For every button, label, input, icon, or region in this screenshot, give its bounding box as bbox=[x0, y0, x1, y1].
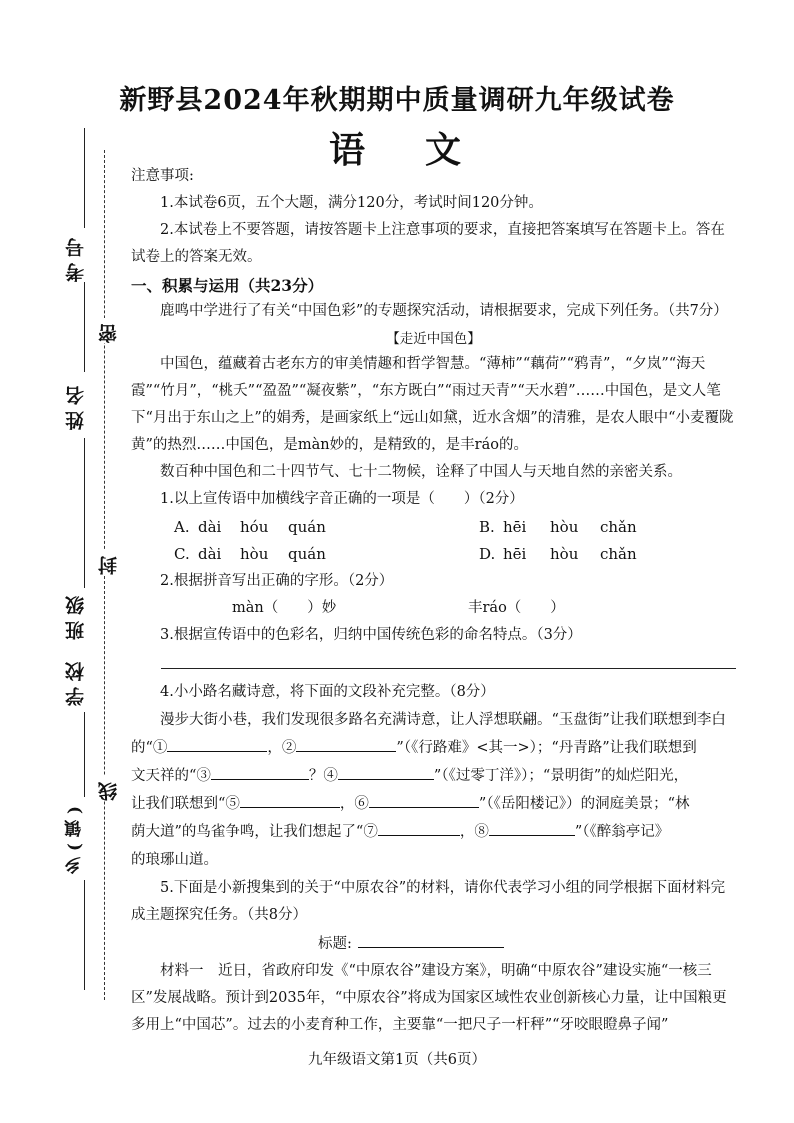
q4-line-3: 文天祥的“③ ？④ ”（《过零丁洋》）；“景明街”的灿烂阳光， bbox=[131, 763, 736, 790]
notice-item-2: 2.本试卷上不要答题，请按答题卡上注意事项的要求，直接把答案填写在答题卡上。答在试卷上的答案无效。 bbox=[131, 222, 725, 265]
q5-title-blank[interactable] bbox=[358, 931, 504, 948]
question-3: 3.根据宣传语中的色彩名，归纳中国传统色彩的命名特点。（3分） bbox=[160, 627, 582, 643]
subject-char-1: 语 bbox=[328, 129, 369, 171]
option-a: A. dài hóu quán bbox=[174, 514, 326, 541]
fill-blank-2[interactable] bbox=[296, 735, 396, 752]
fill-blank-1[interactable] bbox=[167, 735, 267, 752]
question-1: 1.以上宣传语中加横线字音正确的一项是（ ）（2分） bbox=[160, 491, 524, 507]
sidebar-line bbox=[84, 880, 85, 990]
option-label: A. bbox=[174, 518, 190, 536]
fill-blank-6[interactable] bbox=[369, 791, 479, 808]
material-1: 材料一 近日，省政府印发《“中原农谷”建设方案》，明确“中原农谷”建设实施“一核三区”发展战略。预计到2035年，“中原农谷”将成为国家区域性农业创新核心力量，让中国粮更多用上“中国芯”。过去的小麦育种工作，主要靠“一把尺子一杆秤”“牙咬眼瞪鼻子闻” bbox=[131, 963, 727, 1033]
sidebar-line bbox=[84, 282, 85, 372]
notice-heading: 注意事项: bbox=[131, 168, 194, 184]
sidebar-label-school: 学校 bbox=[65, 656, 87, 706]
sidebar-label-exam-number: 考号 bbox=[65, 232, 87, 282]
question-2-item-b: 丰ráo（ ） bbox=[468, 600, 565, 616]
fill-blank-7[interactable] bbox=[378, 819, 460, 836]
sidebar-line bbox=[84, 438, 85, 588]
answer-line bbox=[161, 668, 736, 669]
page-footer: 九年级语文第1页（共6页） bbox=[308, 1052, 486, 1068]
q4-line-6: 的琅琊山道。 bbox=[131, 852, 218, 868]
q4-line-4: 让我们联想到“⑤ ，⑥ ”（《岳阳楼记》）的洞庭美景；“林 bbox=[131, 791, 736, 818]
notice-item-1: 1.本试卷6页，五个大题，满分120分，考试时间120分钟。 bbox=[160, 195, 543, 211]
seal-label-feng: 封 bbox=[95, 550, 122, 575]
exam-title: 新野县2024年秋期期中质量调研九年级试卷 bbox=[119, 85, 675, 116]
passage-paragraph-1: 中国色，蕴藏着古老东方的审美情趣和哲学智慧。“薄柿”“藕荷”“鸦青”，“夕岚”“海天霞”“竹月”，“桃夭”“盈盈”“凝夜紫”，“东方既白”“雨过天青”“天水碧”……中国色，是文人笔下“月出于东山之上”的娟秀，是画家纸上“远山如黛，近水含烟”的清雅，是农人眼中“小麦覆陇黄”的热烈……中国色，是màn妙的，是精致的，是丰ráo的。 bbox=[131, 356, 734, 453]
question-4: 4.小小路名藏诗意，将下面的文段补充完整。（8分） bbox=[160, 684, 495, 700]
q4-line-2: 的“① ，② ”（《行路难》<其一>）；“丹青路”让我们联想到 bbox=[131, 735, 736, 762]
q5-title-row bbox=[318, 931, 504, 958]
option-label: C. bbox=[174, 545, 190, 563]
section-intro: 鹿鸣中学进行了有关“中国色彩”的专题探究活动，请根据要求，完成下列任务。（共7分） bbox=[160, 303, 728, 319]
fill-blank-3[interactable] bbox=[211, 763, 309, 780]
subject-char-2: 文 bbox=[424, 129, 465, 171]
subsection-title: 【走近中国色】 bbox=[386, 331, 481, 347]
fill-blank-8[interactable] bbox=[489, 819, 575, 836]
option-label: B. bbox=[479, 518, 495, 536]
option-d: D. hēi hòu chǎn bbox=[479, 541, 637, 568]
passage-paragraph-2: 数百种中国色和二十四节气、七十二物候，诠释了中国人与天地自然的亲密关系。 bbox=[160, 464, 682, 480]
seal-label-xian: 线 bbox=[95, 776, 122, 801]
notice-section bbox=[131, 163, 736, 271]
option-c: C. dài hòu quán bbox=[174, 541, 326, 568]
binding-dashed-line bbox=[104, 150, 105, 1000]
seal-label-mi: 密 bbox=[95, 318, 122, 343]
sidebar-label-class: 班级 bbox=[65, 590, 87, 640]
q4-line-5: 荫大道”的鸟雀争鸣，让我们想起了“⑦ ，⑧ ”（《醉翁亭记》 bbox=[131, 819, 736, 846]
sidebar-label-township: 乡(镇) bbox=[65, 800, 85, 875]
q4-line-1: 漫步大街小巷，我们发现很多路名充满诗意，让人浮想联翩。“玉盘街”让我们联想到李白 bbox=[160, 712, 726, 728]
option-b: B. hēi hòu chǎn bbox=[479, 514, 637, 541]
fill-blank-4[interactable] bbox=[338, 763, 434, 780]
option-label: D. bbox=[479, 545, 496, 563]
question-2-item-a: màn（ ）妙 bbox=[232, 600, 337, 616]
q5-title-label: 标题: bbox=[318, 936, 352, 952]
sidebar-label-name: 姓名 bbox=[65, 380, 87, 430]
sidebar-line bbox=[84, 128, 85, 228]
section-heading: 一、积累与运用（共23分） bbox=[131, 276, 324, 295]
question-2: 2.根据拼音写出正确的字形。（2分） bbox=[160, 573, 394, 589]
sidebar-line bbox=[84, 712, 85, 797]
binding-sidebar bbox=[0, 0, 130, 1123]
fill-blank-5[interactable] bbox=[240, 791, 340, 808]
question-5: 5.下面是小新搜集到的关于“中原农谷”的材料，请你代表学习小组的同学根据下面材料完成主题探究任务。（共8分） bbox=[131, 880, 726, 923]
